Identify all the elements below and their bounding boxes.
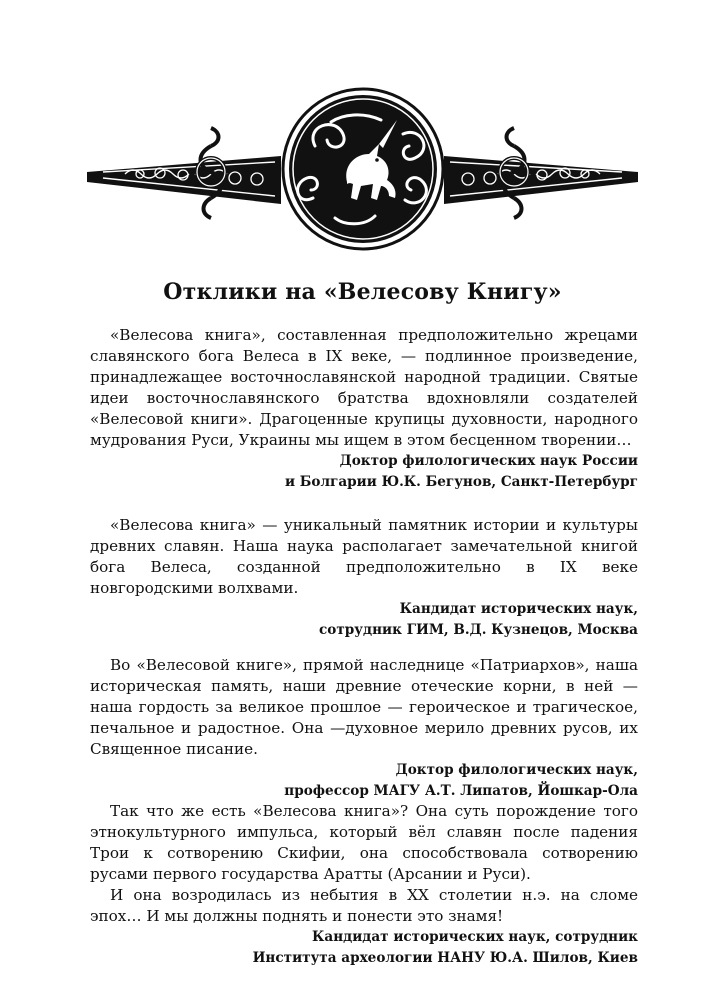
review-4-signature-line-2: Института археологии НАНУ Ю.А. Шилов, Киев [252,950,638,966]
review-4-signature [90,927,638,969]
review-3 [90,655,638,802]
review-3-paragraph-1: Во «Велесовой книге», прямой наследнице «Патриархов», наша историческая память, наши древние отеческие корни, в ней — наша гордость за великое прошлое — героическое и трагическое, печальное и радостное. Она —духовное мерило древних русов, их Священное писание. [90,656,638,758]
review-2-signature-line-2: сотрудник ГИМ, В.Д. Кузнецов, Москва [319,622,638,638]
review-2 [90,515,638,641]
review-2-paragraph-1: «Велесова книга» — уникальный памятник истории и культуры древних славян. Наша наука располагает замечательной книгой бога Велеса, созданной предположительно в IX веке новгородскими волхвами. [90,516,638,597]
review-1 [90,325,638,493]
review-3-signature-line-1: Доктор филологических наук, [395,762,638,778]
review-4-signature-line-1: Кандидат исторических наук, сотрудник [312,929,638,945]
review-4-paragraph-2: И она возродилась из небытия в XX столетии н.э. на сломе эпох… И мы должны поднять и понести это знамя! [90,886,638,925]
review-2-signature-line-1: Кандидат исторических наук, [399,601,638,617]
review-3-signature-line-2: профессор МАГУ А.Т. Липатов, Йошкар-Ола [284,783,638,799]
review-1-paragraph-1: «Велесова книга», составленная предположительно жрецами славянского бога Велеса в IX веке, — подлинное произведение, принадлежащее восточнославянской народной традиции. Святые идеи восточнославянского братства вдохновляли создателей «Велесовой книги». Драгоценные крупицы духовности, народного мудрования Руси, Украины мы ищем в этом бесценном творении… [90,326,638,449]
page-title: Отклики на «Велесову Книгу» [163,279,562,305]
review-4 [90,801,638,969]
review-1-signature-line-1: Доктор филологических наук России [339,453,638,469]
review-1-signature [90,451,638,493]
review-2-signature [90,599,638,641]
unicorn-medallion-ornament-icon [85,86,640,252]
review-1-signature-line-2: и Болгарии Ю.К. Бегунов, Санкт-Петербург [284,474,638,490]
review-4-paragraph-1: Так что же есть «Велесова книга»? Она суть порождение того этнокультурного импульса, который вёл славян после падения Трои к сотворению Скифии, она способствовала сотворению русами первого государства Аратты (Арсании и Руси). [90,802,638,883]
review-3-signature [90,760,638,802]
